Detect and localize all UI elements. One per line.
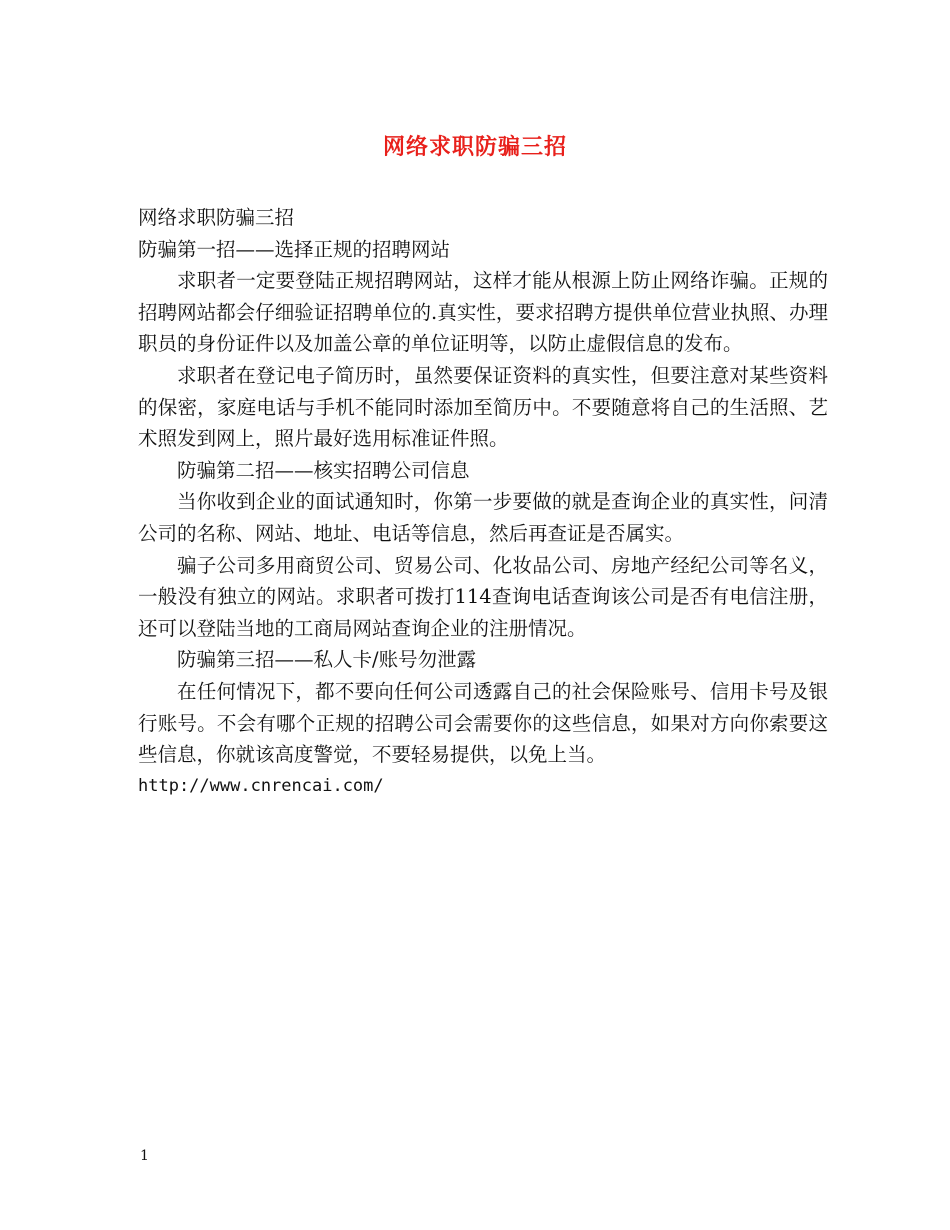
paragraph: 求职者在登记电子简历时，虽然要保证资料的真实性，但要注意对某些资料的保密，家庭电话与手机不能同时添加至简历中。不要随意将自己的生活照、艺术照发到网上，照片最好选用标准证件照。 [138, 363, 828, 451]
source-url: http://www.cnrencai.com/ [138, 775, 384, 796]
paragraph: 骗子公司多用商贸公司、贸易公司、化妆品公司、房地产经纪公司等名义，一般没有独立的网站。求职者可拨打114查询电话查询该公司是否有电信注册，还可以登陆当地的工商局网站查询企业的注册情况。 [138, 553, 828, 640]
section-heading-2: 防骗第二招——核实招聘公司信息 [177, 458, 470, 482]
paragraph: 求职者一定要登陆正规招聘网站，这样才能从根源上防止网络诈骗。正规的招聘网站都会仔细验证招聘单位的.真实性，要求招聘方提供单位营业执照、办理职员的身份证件以及加盖公章的单位证明等，以防止虚假信息的发布。 [138, 269, 828, 356]
paragraph: 在任何情况下，都不要向任何公司透露自己的社会保险账号、信用卡号及银行账号。不会有哪个正规的招聘公司会需要你的这些信息，如果对方向你索要这些信息，你就该高度警觉，不要轻易提供，以免上当。 [138, 679, 828, 767]
paragraph-heading: 网络求职防骗三招 [138, 206, 295, 229]
paragraph: 当你收到企业的面试通知时，你第一步要做的就是查询企业的真实性，问清公司的名称、网站、地址、电话等信息，然后再查证是否属实。 [138, 490, 828, 545]
document-title: 网络求职防骗三招 [382, 134, 567, 160]
page-number: 1 [140, 1148, 149, 1164]
document-body [138, 202, 828, 802]
section-heading-1: 防骗第一招——选择正规的招聘网站 [138, 237, 451, 261]
section-heading-3: 防骗第三招——私人卡/账号勿泄露 [177, 648, 477, 672]
